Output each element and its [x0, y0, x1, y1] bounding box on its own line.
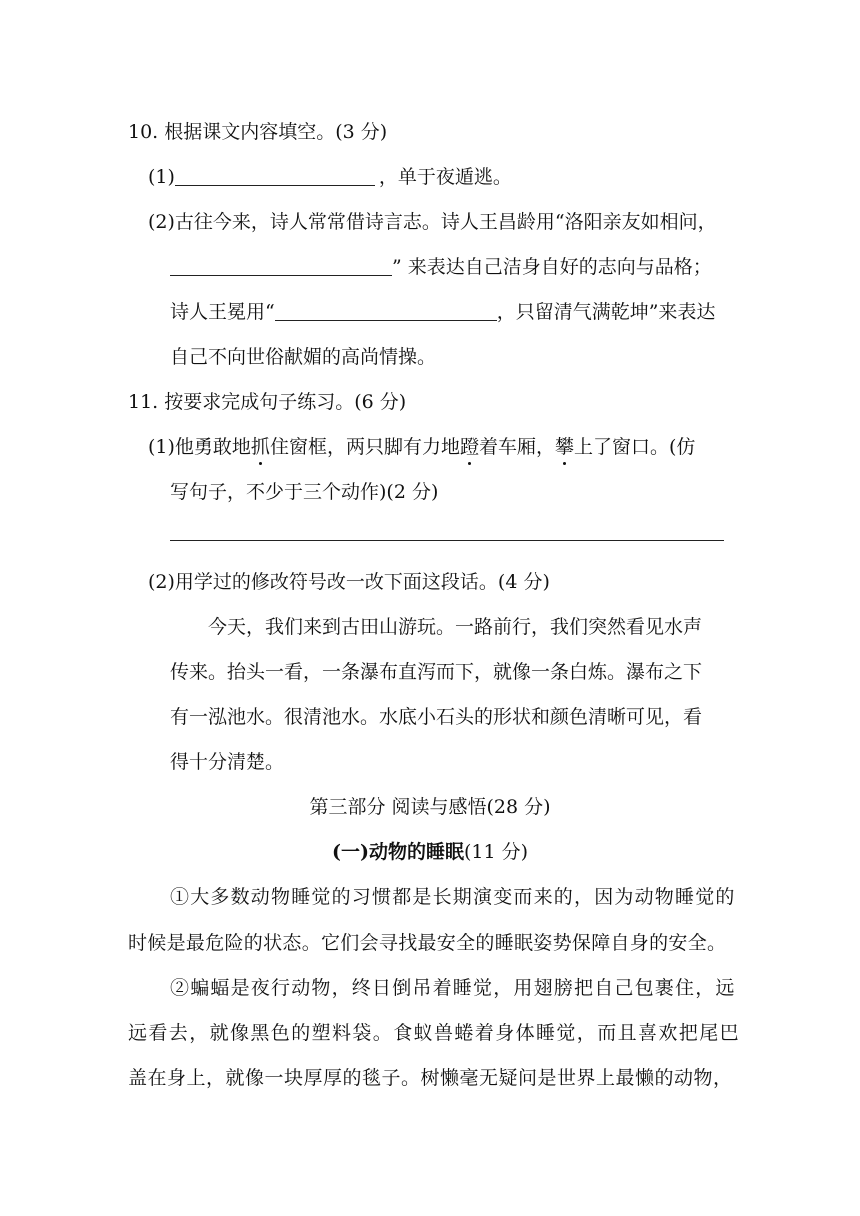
q10-part2-line4: 自己不向世俗献媚的高尚情操。 — [170, 346, 437, 368]
reading-title — [0, 837, 860, 864]
q10-part1-answer-blank[interactable] — [175, 184, 375, 186]
q10-part2-line3-prefix: 诗人王冕用“ — [170, 301, 275, 323]
q11-part1-line2: 写句子，不少于三个动作)(2 分) — [170, 481, 439, 503]
q11-paragraph-line2: 传来。抬头一看，一条瀑布直泻而下，就像一条白炼。瀑布之下 — [170, 661, 703, 683]
q11-part1-text-c: 着车厢， — [478, 436, 555, 458]
q11-part1-line1 — [148, 432, 695, 459]
reading-line-4: 远看去，就像黑色的塑料袋。食蚁兽蜷着身体睡觉，而且喜欢把尾巴 — [128, 1022, 741, 1044]
reading-line-2: 时候是最危险的状态。它们会寻找最安全的睡眠姿势保障自身的安全。 — [128, 932, 727, 954]
emphasis-dot-verb-3: 攀 — [555, 432, 574, 459]
q10-part1-suffix: ，单于夜遁逃。 — [378, 166, 512, 188]
q10-part2-blank2[interactable] — [275, 319, 497, 321]
q11-paragraph-line4: 得十分清楚。 — [170, 751, 285, 773]
q11-part1-text-b: 住窗框，两只脚有力地 — [269, 436, 460, 458]
q10-part2-blank1[interactable] — [170, 274, 392, 276]
q11-paragraph-line1: 今天，我们来到古田山游玩。一路前行，我们突然看见水声 — [208, 616, 703, 638]
q10-part2-line3-suffix: ，只留清气满乾坤”来表达 — [496, 301, 716, 323]
q10-part2-line2-suffix: ” 来表达自己洁身自好的志向与品格； — [392, 256, 712, 278]
reading-line-1: ①大多数动物睡觉的习惯都是长期演变而来的，因为动物睡觉的 — [170, 886, 736, 908]
part3-heading: 第三部分 阅读与感悟(28 分) — [309, 796, 551, 818]
reading-title-score: (11 分) — [463, 841, 529, 863]
q10-part1 — [148, 162, 512, 189]
q10-part1-prefix: (1) — [148, 166, 175, 188]
q10-part2-line3 — [170, 297, 715, 324]
reading-line-3: ②蝙蝠是夜行动物，终日倒吊着睡觉，用翅膀把自己包裹住，远 — [170, 977, 736, 999]
reading-line-5: 盖在身上，就像一块厚厚的毯子。树懒毫无疑问是世界上最懒的动物， — [128, 1067, 733, 1089]
q10-part2-line1: (2)古往今来，诗人常常借诗言志。诗人王昌龄用“洛阳亲友如相问， — [148, 211, 717, 233]
emphasis-dot-verb-1: 抓 — [251, 432, 270, 459]
q11-paragraph-line3: 有一泓池水。很清池水。水底小石头的形状和颜色清晰可见，看 — [170, 706, 703, 728]
q11-part1-text-a: (1)他勇敢地 — [148, 436, 251, 458]
q11-part2-title: (2)用学过的修改符号改一改下面这段话。(4 分) — [148, 571, 550, 593]
emphasis-dot-verb-2: 蹬 — [460, 432, 479, 459]
q11-part1-text-d: 上了窗口。(仿 — [574, 436, 696, 458]
q10-title: 10. 根据课文内容填空。(3 分) — [128, 121, 388, 143]
reading-title-text: (一)动物的睡眠 — [331, 841, 464, 863]
q10-part2-line2 — [170, 252, 712, 279]
q11-part1-answer-line[interactable] — [170, 540, 724, 541]
q11-title: 11. 按要求完成句子练习。(6 分) — [128, 391, 407, 413]
